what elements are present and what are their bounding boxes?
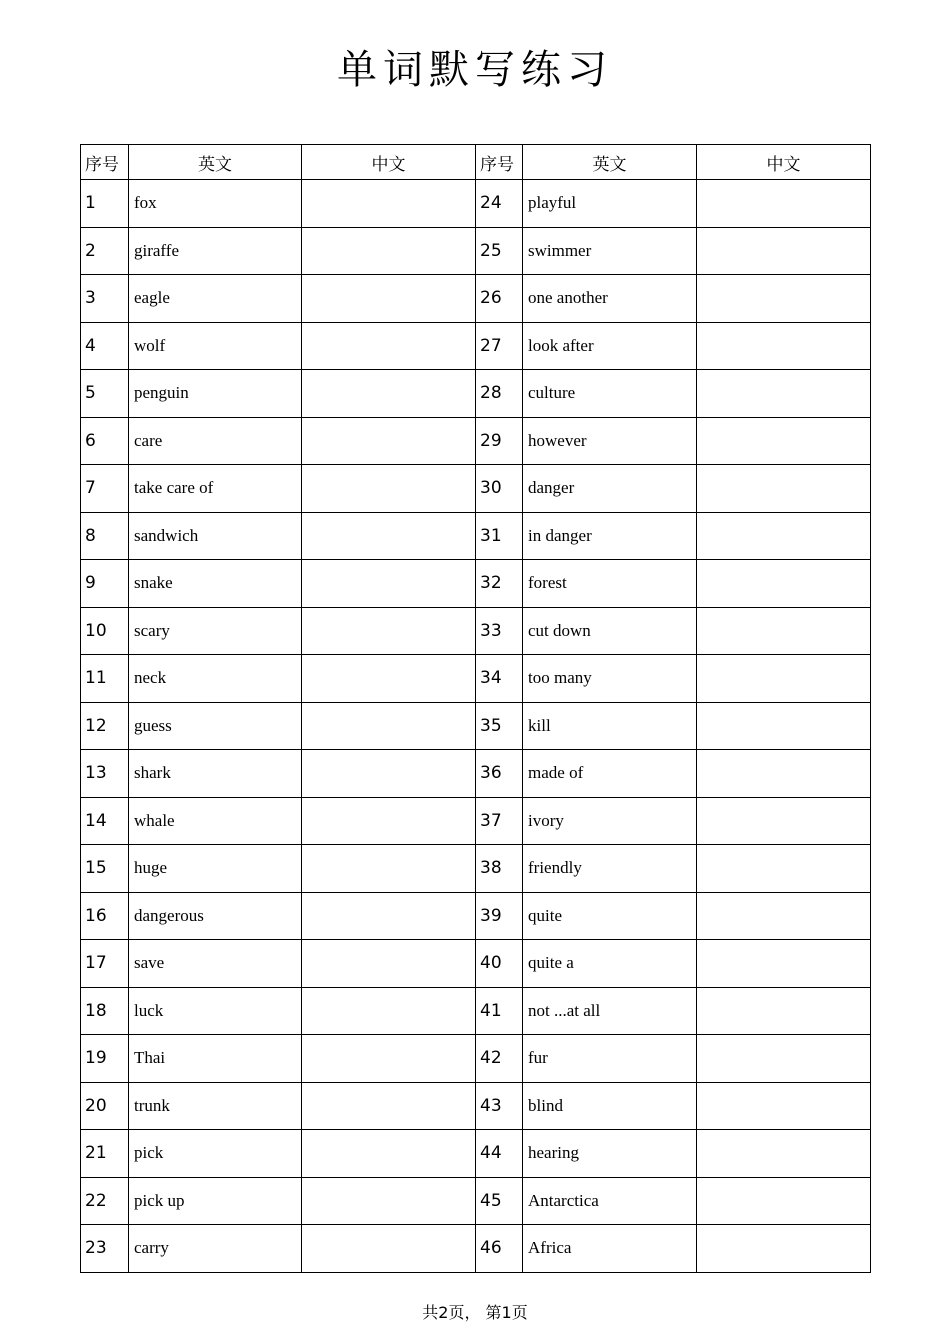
chinese-answer-cell-left[interactable] bbox=[302, 750, 476, 798]
chinese-answer-cell-left[interactable] bbox=[302, 892, 476, 940]
table-row bbox=[81, 560, 871, 608]
row-number-right: 25 bbox=[476, 227, 523, 275]
chinese-answer-cell-left[interactable] bbox=[302, 275, 476, 323]
english-word-right: forest bbox=[523, 560, 697, 608]
row-number-left: 14 bbox=[81, 797, 129, 845]
header-chinese-left: 中文 bbox=[302, 145, 476, 180]
chinese-answer-cell-right[interactable] bbox=[697, 417, 871, 465]
english-word-right: Antarctica bbox=[523, 1177, 697, 1225]
table-row bbox=[81, 655, 871, 703]
english-word-right: quite bbox=[523, 892, 697, 940]
table-row bbox=[81, 275, 871, 323]
chinese-answer-cell-right[interactable] bbox=[697, 1177, 871, 1225]
chinese-answer-cell-left[interactable] bbox=[302, 180, 476, 228]
chinese-answer-cell-left[interactable] bbox=[302, 1225, 476, 1273]
chinese-answer-cell-right[interactable] bbox=[697, 1130, 871, 1178]
english-word-left: care bbox=[129, 417, 302, 465]
english-word-right: in danger bbox=[523, 512, 697, 560]
chinese-answer-cell-left[interactable] bbox=[302, 322, 476, 370]
english-word-left: neck bbox=[129, 655, 302, 703]
table-row bbox=[81, 940, 871, 988]
english-word-right: made of bbox=[523, 750, 697, 798]
chinese-answer-cell-right[interactable] bbox=[697, 560, 871, 608]
row-number-left: 4 bbox=[81, 322, 129, 370]
table-row bbox=[81, 465, 871, 513]
chinese-answer-cell-right[interactable] bbox=[697, 180, 871, 228]
header-english-left: 英文 bbox=[129, 145, 302, 180]
chinese-answer-cell-right[interactable] bbox=[697, 655, 871, 703]
row-number-right: 45 bbox=[476, 1177, 523, 1225]
table-row bbox=[81, 512, 871, 560]
table-row bbox=[81, 370, 871, 418]
chinese-answer-cell-right[interactable] bbox=[697, 797, 871, 845]
english-word-right: culture bbox=[523, 370, 697, 418]
chinese-answer-cell-left[interactable] bbox=[302, 1177, 476, 1225]
english-word-right: blind bbox=[523, 1082, 697, 1130]
english-word-right: cut down bbox=[523, 607, 697, 655]
chinese-answer-cell-left[interactable] bbox=[302, 655, 476, 703]
row-number-right: 31 bbox=[476, 512, 523, 560]
chinese-answer-cell-left[interactable] bbox=[302, 607, 476, 655]
row-number-left: 8 bbox=[81, 512, 129, 560]
table-row bbox=[81, 1177, 871, 1225]
row-number-right: 35 bbox=[476, 702, 523, 750]
english-word-left: pick up bbox=[129, 1177, 302, 1225]
chinese-answer-cell-right[interactable] bbox=[697, 702, 871, 750]
table-row bbox=[81, 1035, 871, 1083]
page-title: 单词默写练习 bbox=[337, 47, 613, 93]
row-number-right: 38 bbox=[476, 845, 523, 893]
table-row bbox=[81, 702, 871, 750]
english-word-right: not ...at all bbox=[523, 987, 697, 1035]
english-word-left: wolf bbox=[129, 322, 302, 370]
header-row bbox=[81, 145, 871, 180]
row-number-left: 12 bbox=[81, 702, 129, 750]
row-number-left: 23 bbox=[81, 1225, 129, 1273]
english-word-left: sandwich bbox=[129, 512, 302, 560]
english-word-left: scary bbox=[129, 607, 302, 655]
chinese-answer-cell-left[interactable] bbox=[302, 370, 476, 418]
row-number-right: 44 bbox=[476, 1130, 523, 1178]
table-row bbox=[81, 180, 871, 228]
chinese-answer-cell-left[interactable] bbox=[302, 845, 476, 893]
chinese-answer-cell-right[interactable] bbox=[697, 322, 871, 370]
chinese-answer-cell-left[interactable] bbox=[302, 702, 476, 750]
english-word-right: kill bbox=[523, 702, 697, 750]
row-number-right: 32 bbox=[476, 560, 523, 608]
row-number-left: 9 bbox=[81, 560, 129, 608]
row-number-left: 3 bbox=[81, 275, 129, 323]
english-word-left: huge bbox=[129, 845, 302, 893]
english-word-right: however bbox=[523, 417, 697, 465]
english-word-right: too many bbox=[523, 655, 697, 703]
table-row bbox=[81, 1225, 871, 1273]
row-number-left: 22 bbox=[81, 1177, 129, 1225]
chinese-answer-cell-right[interactable] bbox=[697, 607, 871, 655]
english-word-left: luck bbox=[129, 987, 302, 1035]
english-word-right: look after bbox=[523, 322, 697, 370]
english-word-left: dangerous bbox=[129, 892, 302, 940]
table-row bbox=[81, 322, 871, 370]
row-number-right: 29 bbox=[476, 417, 523, 465]
english-word-left: save bbox=[129, 940, 302, 988]
row-number-right: 46 bbox=[476, 1225, 523, 1273]
chinese-answer-cell-right[interactable] bbox=[697, 275, 871, 323]
row-number-right: 36 bbox=[476, 750, 523, 798]
chinese-answer-cell-left[interactable] bbox=[302, 987, 476, 1035]
chinese-answer-cell-right[interactable] bbox=[697, 1225, 871, 1273]
chinese-answer-cell-left[interactable] bbox=[302, 1082, 476, 1130]
row-number-right: 37 bbox=[476, 797, 523, 845]
chinese-answer-cell-left[interactable] bbox=[302, 1130, 476, 1178]
english-word-left: whale bbox=[129, 797, 302, 845]
row-number-right: 30 bbox=[476, 465, 523, 513]
row-number-right: 42 bbox=[476, 1035, 523, 1083]
chinese-answer-cell-left[interactable] bbox=[302, 1035, 476, 1083]
row-number-left: 6 bbox=[81, 417, 129, 465]
english-word-left: pick bbox=[129, 1130, 302, 1178]
chinese-answer-cell-left[interactable] bbox=[302, 560, 476, 608]
row-number-right: 41 bbox=[476, 987, 523, 1035]
chinese-answer-cell-right[interactable] bbox=[697, 512, 871, 560]
row-number-right: 27 bbox=[476, 322, 523, 370]
row-number-right: 43 bbox=[476, 1082, 523, 1130]
english-word-right: swimmer bbox=[523, 227, 697, 275]
chinese-answer-cell-left[interactable] bbox=[302, 512, 476, 560]
header-chinese-right: 中文 bbox=[697, 145, 871, 180]
english-word-left: penguin bbox=[129, 370, 302, 418]
table-row bbox=[81, 1130, 871, 1178]
table-row bbox=[81, 227, 871, 275]
english-word-left: guess bbox=[129, 702, 302, 750]
row-number-left: 11 bbox=[81, 655, 129, 703]
chinese-answer-cell-left[interactable] bbox=[302, 227, 476, 275]
header-english-right: 英文 bbox=[523, 145, 697, 180]
row-number-left: 10 bbox=[81, 607, 129, 655]
row-number-left: 21 bbox=[81, 1130, 129, 1178]
row-number-right: 33 bbox=[476, 607, 523, 655]
chinese-answer-cell-right[interactable] bbox=[697, 1082, 871, 1130]
chinese-answer-cell-left[interactable] bbox=[302, 417, 476, 465]
row-number-left: 19 bbox=[81, 1035, 129, 1083]
row-number-right: 39 bbox=[476, 892, 523, 940]
english-word-left: trunk bbox=[129, 1082, 302, 1130]
row-number-right: 40 bbox=[476, 940, 523, 988]
chinese-answer-cell-left[interactable] bbox=[302, 797, 476, 845]
english-word-right: fur bbox=[523, 1035, 697, 1083]
page-footer: 共2页， 第1页 bbox=[422, 1303, 528, 1322]
english-word-left: giraffe bbox=[129, 227, 302, 275]
row-number-right: 34 bbox=[476, 655, 523, 703]
row-number-left: 18 bbox=[81, 987, 129, 1035]
table-row bbox=[81, 1082, 871, 1130]
english-word-right: playful bbox=[523, 180, 697, 228]
chinese-answer-cell-right[interactable] bbox=[697, 370, 871, 418]
row-number-right: 24 bbox=[476, 180, 523, 228]
english-word-left: shark bbox=[129, 750, 302, 798]
chinese-answer-cell-right[interactable] bbox=[697, 845, 871, 893]
english-word-left: eagle bbox=[129, 275, 302, 323]
table-row bbox=[81, 892, 871, 940]
table-row bbox=[81, 417, 871, 465]
vocabulary-table bbox=[80, 144, 871, 1273]
chinese-answer-cell-left[interactable] bbox=[302, 465, 476, 513]
chinese-answer-cell-right[interactable] bbox=[697, 750, 871, 798]
english-word-left: carry bbox=[129, 1225, 302, 1273]
row-number-left: 1 bbox=[81, 180, 129, 228]
row-number-left: 20 bbox=[81, 1082, 129, 1130]
english-word-left: snake bbox=[129, 560, 302, 608]
header-num-left: 序号 bbox=[81, 145, 129, 180]
english-word-right: one another bbox=[523, 275, 697, 323]
english-word-right: ivory bbox=[523, 797, 697, 845]
chinese-answer-cell-right[interactable] bbox=[697, 892, 871, 940]
table-row bbox=[81, 845, 871, 893]
english-word-right: friendly bbox=[523, 845, 697, 893]
chinese-answer-cell-left[interactable] bbox=[302, 940, 476, 988]
row-number-left: 15 bbox=[81, 845, 129, 893]
table-row bbox=[81, 750, 871, 798]
chinese-answer-cell-right[interactable] bbox=[697, 227, 871, 275]
english-word-right: quite a bbox=[523, 940, 697, 988]
row-number-left: 5 bbox=[81, 370, 129, 418]
row-number-left: 13 bbox=[81, 750, 129, 798]
row-number-left: 7 bbox=[81, 465, 129, 513]
row-number-right: 28 bbox=[476, 370, 523, 418]
chinese-answer-cell-right[interactable] bbox=[697, 940, 871, 988]
row-number-left: 17 bbox=[81, 940, 129, 988]
chinese-answer-cell-right[interactable] bbox=[697, 465, 871, 513]
chinese-answer-cell-right[interactable] bbox=[697, 1035, 871, 1083]
chinese-answer-cell-right[interactable] bbox=[697, 987, 871, 1035]
english-word-left: Thai bbox=[129, 1035, 302, 1083]
row-number-left: 16 bbox=[81, 892, 129, 940]
english-word-right: danger bbox=[523, 465, 697, 513]
english-word-right: hearing bbox=[523, 1130, 697, 1178]
table-row bbox=[81, 987, 871, 1035]
english-word-left: fox bbox=[129, 180, 302, 228]
row-number-left: 2 bbox=[81, 227, 129, 275]
english-word-right: Africa bbox=[523, 1225, 697, 1273]
english-word-left: take care of bbox=[129, 465, 302, 513]
header-num-right: 序号 bbox=[476, 145, 523, 180]
row-number-right: 26 bbox=[476, 275, 523, 323]
table-row bbox=[81, 607, 871, 655]
table-row bbox=[81, 797, 871, 845]
